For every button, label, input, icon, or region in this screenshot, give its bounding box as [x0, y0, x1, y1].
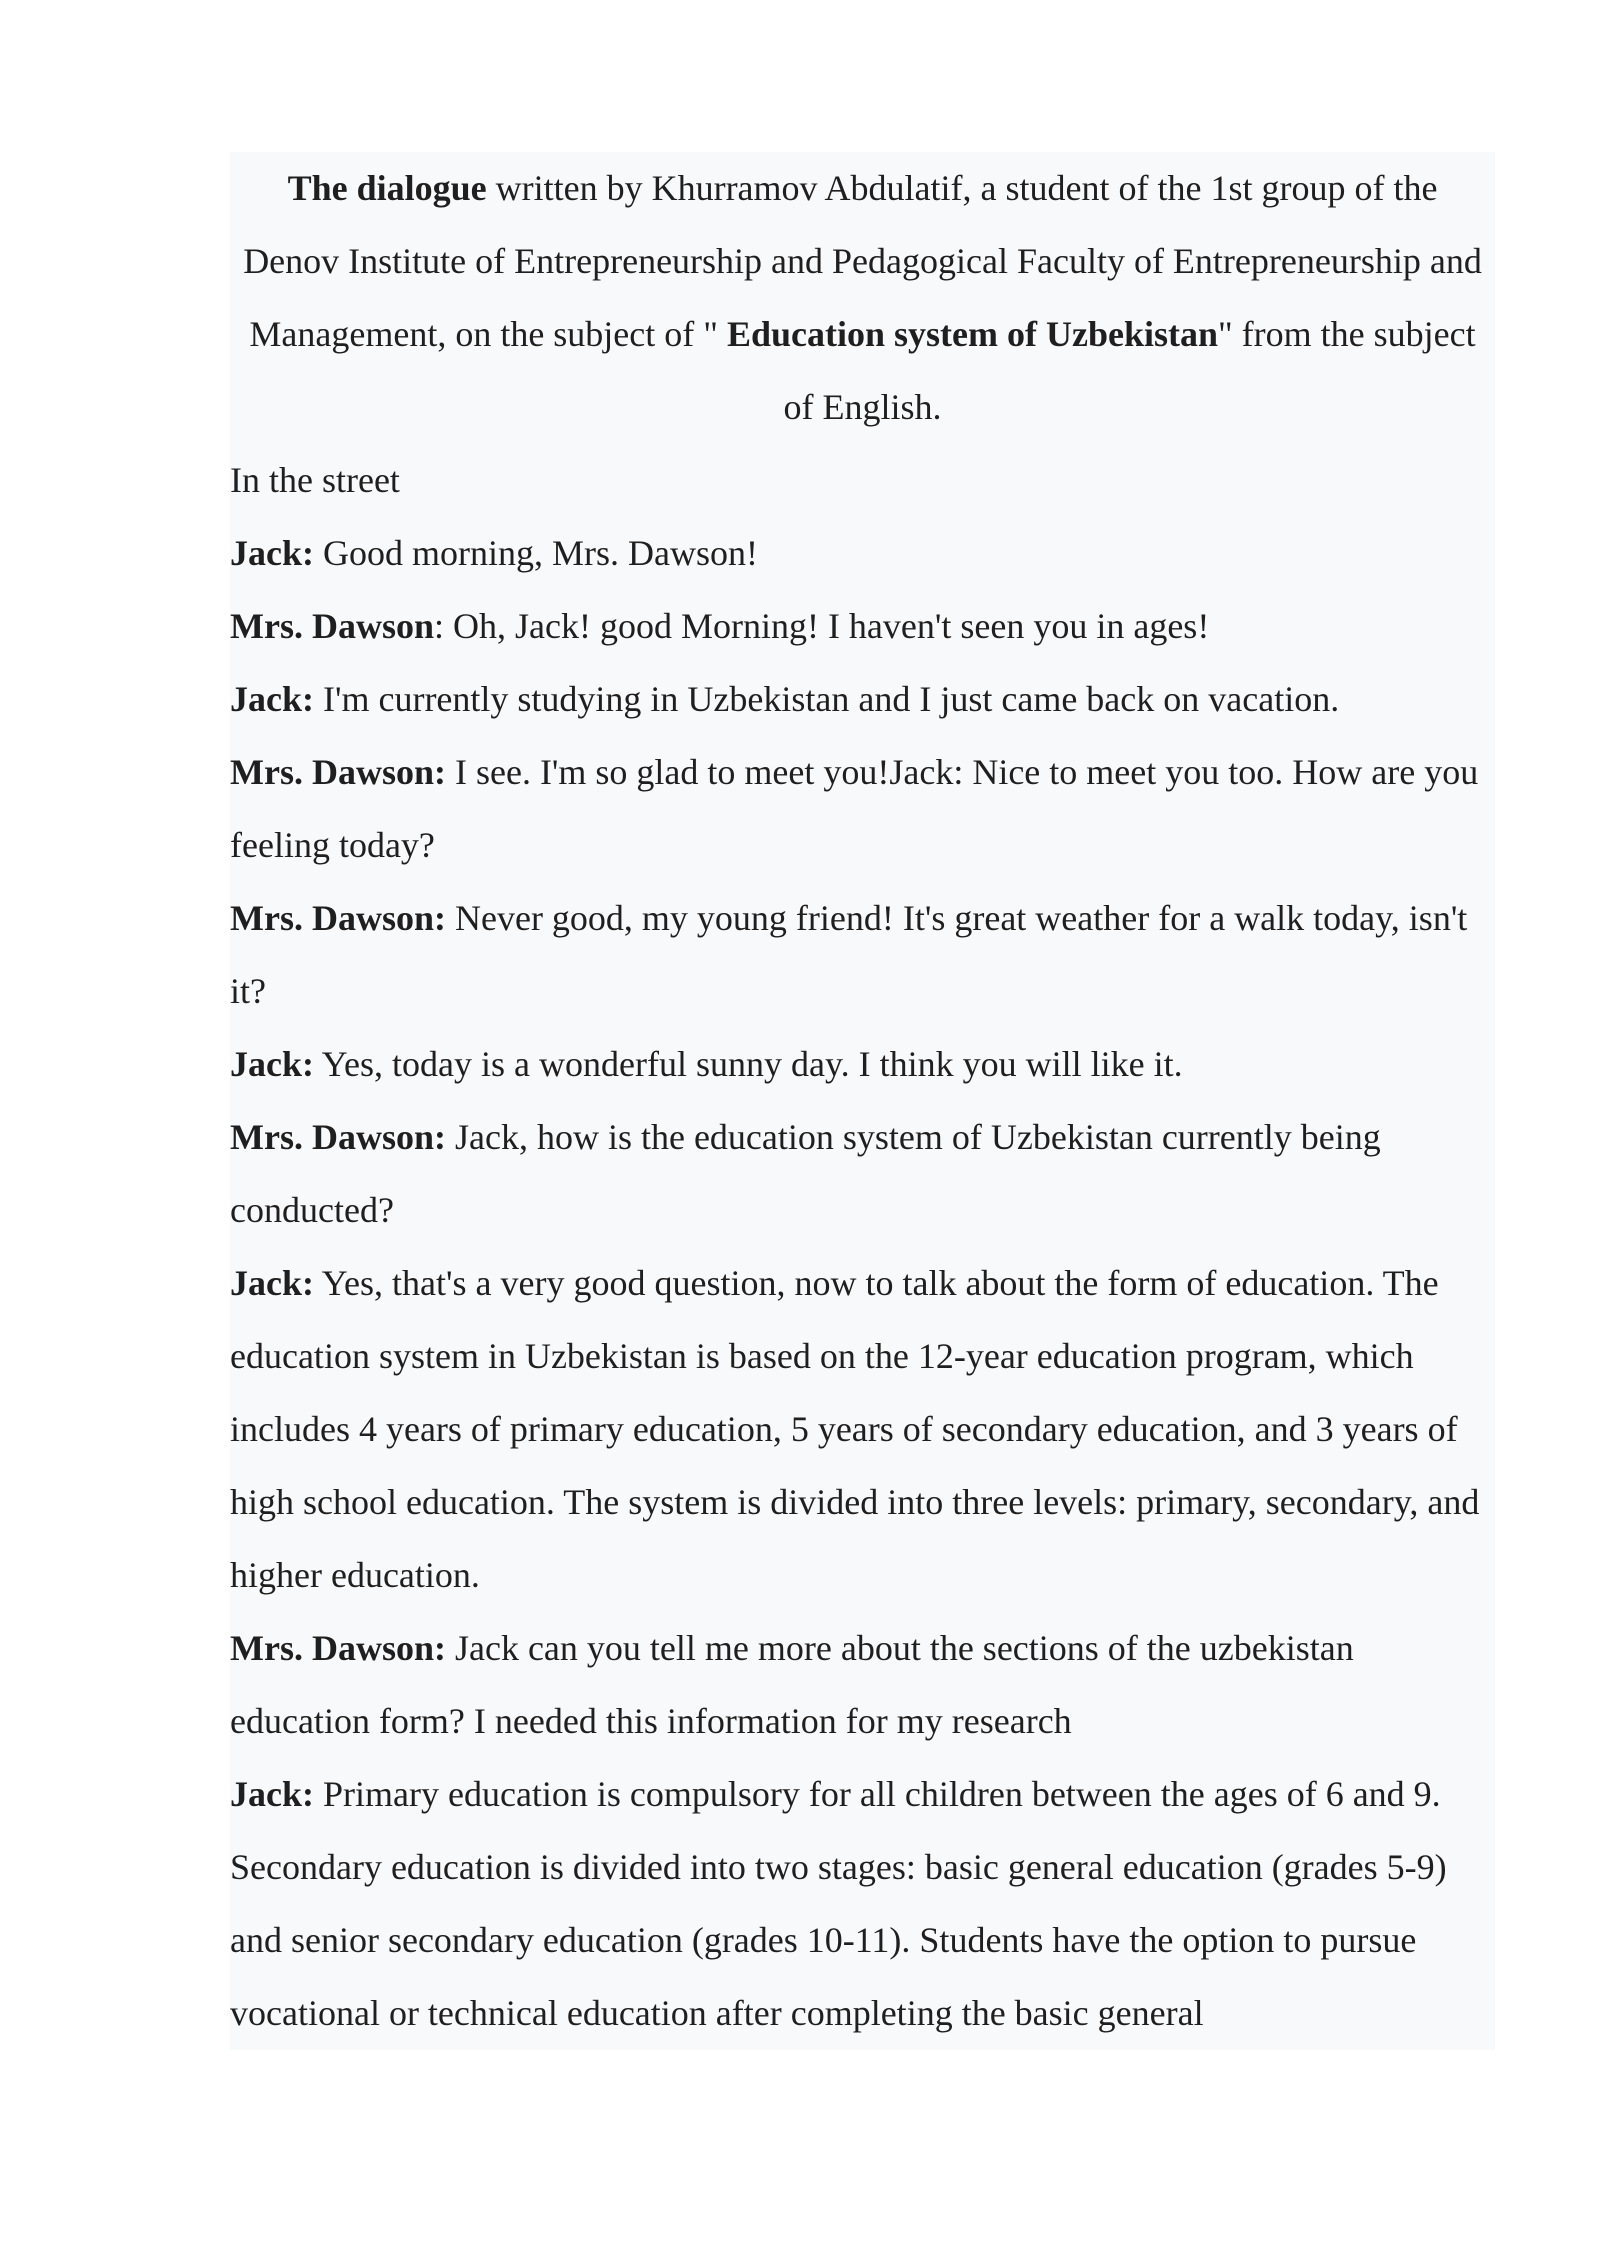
dialogue-text: Yes, that's a very good question, now to talk about the form of education. The education system in Uzbekistan is based on the 12-year education program, which includes 4 years of primary education, 5 years of secondary education, and 3 years of high school education. The system is divided into three levels: primary, secondary, and higher education.: [230, 1263, 1480, 1595]
dialogue-line: [230, 1247, 1495, 1612]
speaker-name: Jack:: [230, 1044, 314, 1084]
dialogue-text: Good morning, Mrs. Dawson!: [314, 533, 758, 573]
intro-lead-text: written by Khurramov Abdulatif, a student of the 1st group of the Denov Institute of Entrepreneurship and Pedagogical Faculty of Entrepreneurship and Management, on the subject of ": [243, 168, 1482, 354]
dialogue-line: [230, 1028, 1495, 1101]
speaker-name: Jack:: [230, 1263, 314, 1303]
intro-tail-text: " from the subject of English.: [783, 314, 1476, 427]
speaker-name: Jack:: [230, 533, 314, 573]
dialogue-line: [230, 1758, 1495, 2050]
speaker-name: Mrs. Dawson:: [230, 752, 446, 792]
dialogue-line: [230, 517, 1495, 590]
speaker-name: Mrs. Dawson:: [230, 1117, 446, 1157]
dialogue-line: [230, 882, 1495, 1028]
speaker-name: Mrs. Dawson:: [230, 898, 446, 938]
intro-topic-bold: Education system of Uzbekistan: [726, 314, 1218, 354]
dialogue-line: [230, 1612, 1495, 1758]
speaker-name: Jack:: [230, 679, 314, 719]
dialogue-line: [230, 736, 1495, 882]
dialogue-text: Never good, my young friend! It's great weather for a walk today, isn't it?: [230, 898, 1468, 1011]
document-body: [230, 152, 1495, 2050]
intro-lead-bold: The dialogue: [287, 168, 487, 208]
dialogue-text: Jack can you tell me more about the sections of the uzbekistan education form? I needed this information for my research: [230, 1628, 1354, 1741]
dialogue-text: I see. I'm so glad to meet you!Jack: Nice to meet you too. How are you feeling today?: [230, 752, 1479, 865]
dialogue-line: [230, 590, 1495, 663]
speaker-name: Mrs. Dawson:: [230, 1628, 446, 1668]
speaker-name: Jack:: [230, 1774, 314, 1814]
intro-paragraph: [230, 152, 1495, 444]
dialogue-text: I'm currently studying in Uzbekistan and I just came back on vacation.: [314, 679, 1340, 719]
dialogue-text: : Oh, Jack! good Morning! I haven't seen you in ages!: [434, 606, 1210, 646]
dialogue-text: Yes, today is a wonderful sunny day. I think you will like it.: [314, 1044, 1183, 1084]
dialogue-text: Jack, how is the education system of Uzbekistan currently being conducted?: [230, 1117, 1381, 1230]
speaker-name: Mrs. Dawson: [230, 606, 434, 646]
dialogue-text: Primary education is compulsory for all children between the ages of 6 and 9. Secondary education is divided into two stages: basic general education (grades 5-9) and senior secondary education (grades 10-11). Students have the option to pursue vocational or technical education after completing the basic general: [230, 1774, 1447, 2033]
dialogue-line: [230, 663, 1495, 736]
setting-line: In the street: [230, 460, 400, 500]
dialogue-line: [230, 1101, 1495, 1247]
